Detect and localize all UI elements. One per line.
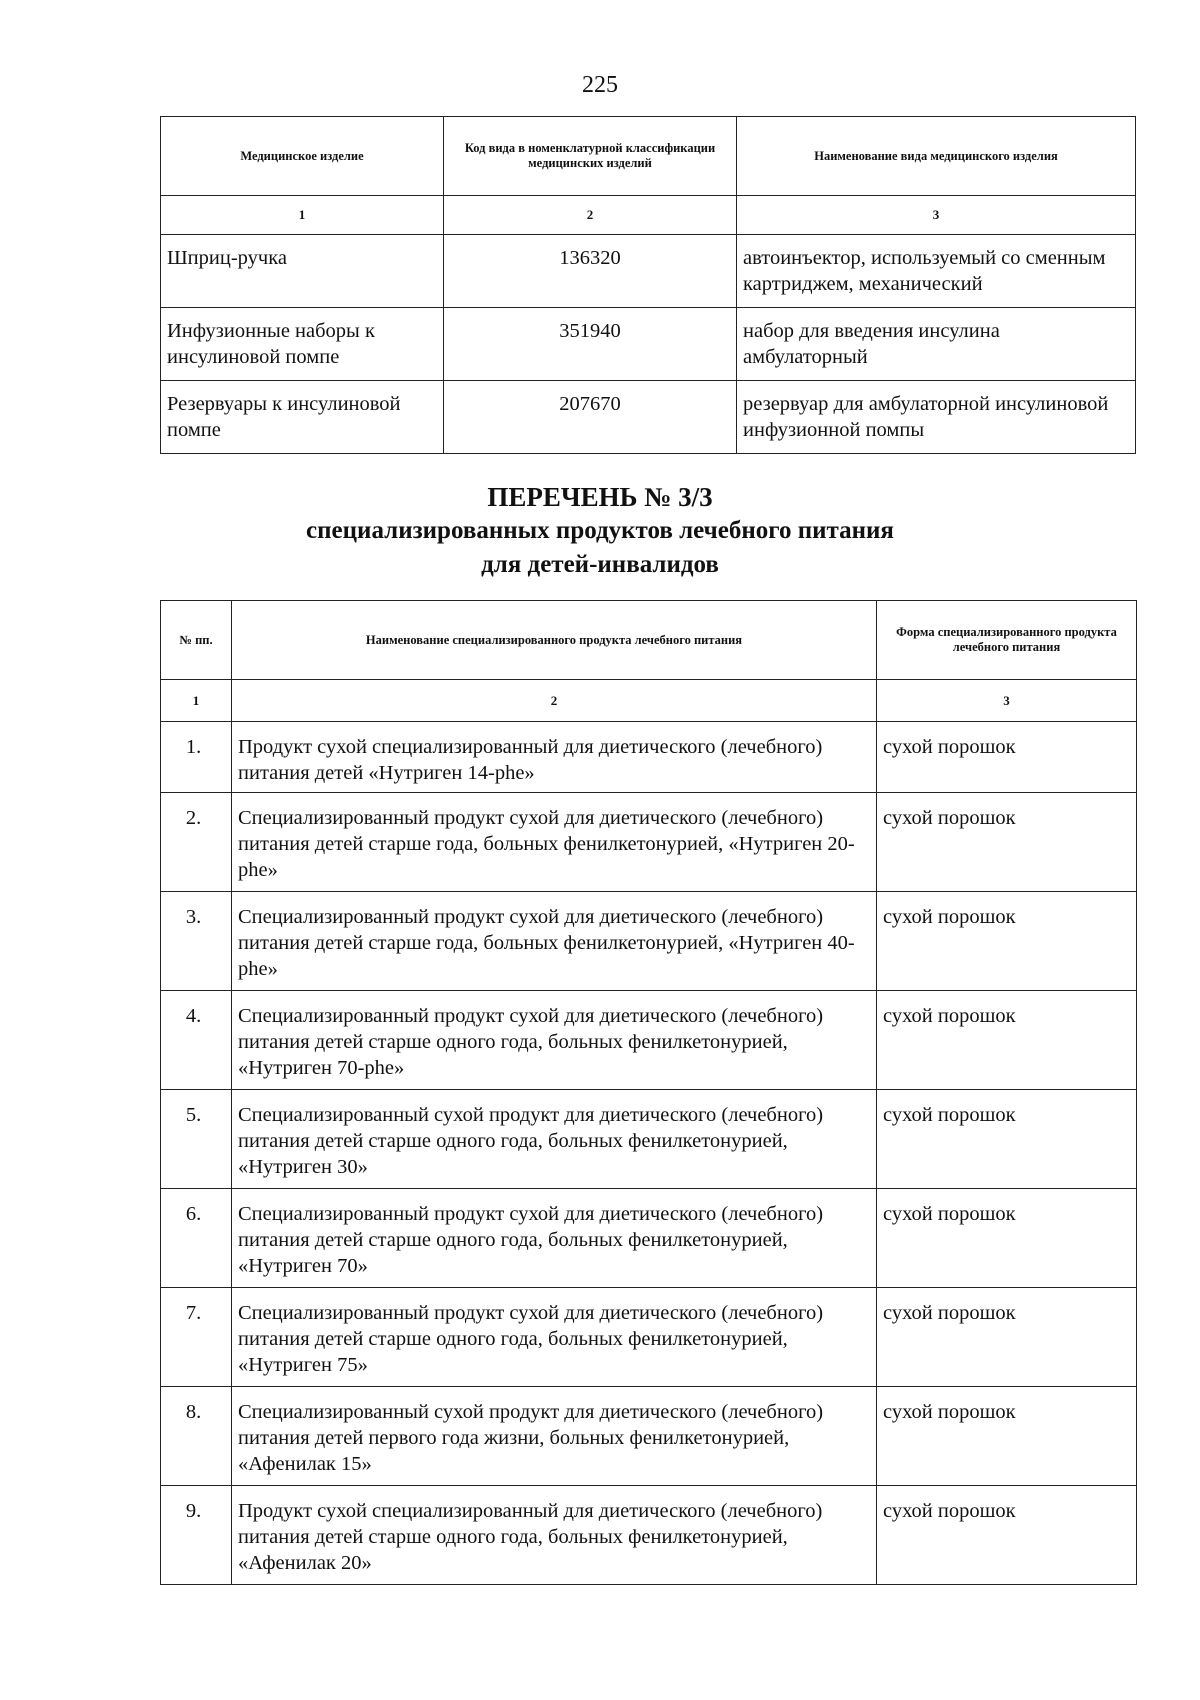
column-header: Форма специализированного продукта лечебного питания [877, 601, 1137, 680]
device-code: 351940 [444, 308, 737, 381]
table-row [161, 1189, 1137, 1288]
list-title-line-3: для детей-инвалидов [481, 551, 719, 578]
column-number: 3 [877, 680, 1137, 722]
products-table [160, 600, 1137, 1585]
column-header: Код вида в номенклатурной классификации медицинских изделий [444, 117, 737, 196]
column-number: 1 [161, 196, 444, 235]
row-number: 2. [161, 793, 232, 892]
product-name: Специализированный продукт сухой для диетического (лечебного) питания детей старше года, больных фенилкетонурией, «Нутриген 20-phe» [232, 793, 877, 892]
table-row [161, 308, 1136, 381]
table-row [161, 793, 1137, 892]
column-header: Наименование вида медицинского изделия [737, 117, 1136, 196]
row-number: 7. [161, 1288, 232, 1387]
column-number: 1 [161, 680, 232, 722]
row-number: 8. [161, 1387, 232, 1486]
table-row [161, 1387, 1137, 1486]
row-number: 9. [161, 1486, 232, 1585]
product-form: сухой порошок [877, 722, 1137, 793]
table-row [161, 892, 1137, 991]
device-code: 136320 [444, 235, 737, 308]
column-number-row [161, 680, 1137, 722]
product-name: Продукт сухой специализированный для диетического (лечебного) питания детей «Нутриген 14-phe» [232, 722, 877, 793]
device-type-name: резервуар для амбулаторной инсулиновой инфузионной помпы [737, 381, 1136, 454]
table-row [161, 381, 1136, 454]
list-title [0, 480, 1200, 582]
column-header: Наименование специализированного продукта лечебного питания [232, 601, 877, 680]
column-number: 2 [232, 680, 877, 722]
product-form: сухой порошок [877, 1387, 1137, 1486]
column-number-row [161, 196, 1136, 235]
row-number: 6. [161, 1189, 232, 1288]
product-name: Специализированный продукт сухой для диетического (лечебного) питания детей старше одного года, больных фенилкетонурией, «Нутриген 75» [232, 1288, 877, 1387]
table-row [161, 1090, 1137, 1189]
column-number: 3 [737, 196, 1136, 235]
product-form: сухой порошок [877, 1090, 1137, 1189]
column-header: № пп. [161, 601, 232, 680]
product-name: Специализированный продукт сухой для диетического (лечебного) питания детей старше одного года, больных фенилкетонурией, «Нутриген 70» [232, 1189, 877, 1288]
product-name: Специализированный продукт сухой для диетического (лечебного) питания детей старше одного года, больных фенилкетонурией, «Нутриген 70-phe» [232, 991, 877, 1090]
product-name: Специализированный сухой продукт для диетического (лечебного) питания детей первого года жизни, больных фенилкетонурией, «Афенилак 15» [232, 1387, 877, 1486]
product-form: сухой порошок [877, 1288, 1137, 1387]
table-row [161, 991, 1137, 1090]
product-name: Специализированный продукт сухой для диетического (лечебного) питания детей старше года, больных фенилкетонурией, «Нутриген 40-phe» [232, 892, 877, 991]
page-number: 225 [582, 72, 618, 98]
device-item: Резервуары к инсулиновой помпе [161, 381, 444, 454]
product-form: сухой порошок [877, 793, 1137, 892]
device-code: 207670 [444, 381, 737, 454]
product-form: сухой порошок [877, 1189, 1137, 1288]
device-type-name: набор для введения инсулина амбулаторный [737, 308, 1136, 381]
table-row [161, 722, 1137, 793]
product-form: сухой порошок [877, 1486, 1137, 1585]
row-number: 4. [161, 991, 232, 1090]
medical-devices-table [160, 116, 1136, 454]
product-form: сухой порошок [877, 991, 1137, 1090]
column-header: Медицинское изделие [161, 117, 444, 196]
table-row [161, 235, 1136, 308]
product-name: Продукт сухой специализированный для диетического (лечебного) питания детей старше одного года, больных фенилкетонурией, «Афенилак 20» [232, 1486, 877, 1585]
list-title-line-2: специализированных продуктов лечебного питания [306, 517, 894, 544]
column-number: 2 [444, 196, 737, 235]
table-row [161, 1288, 1137, 1387]
list-title-line-1: ПЕРЕЧЕНЬ № 3/3 [487, 482, 713, 512]
table-header-row [161, 601, 1137, 680]
table-row [161, 1486, 1137, 1585]
row-number: 1. [161, 722, 232, 793]
table-header-row [161, 117, 1136, 196]
product-form: сухой порошок [877, 892, 1137, 991]
device-type-name: автоинъектор, используемый со сменным картриджем, механический [737, 235, 1136, 308]
product-name: Специализированный сухой продукт для диетического (лечебного) питания детей старше одного года, больных фенилкетонурией, «Нутриген 30» [232, 1090, 877, 1189]
row-number: 5. [161, 1090, 232, 1189]
device-item: Шприц-ручка [161, 235, 444, 308]
row-number: 3. [161, 892, 232, 991]
device-item: Инфузионные наборы к инсулиновой помпе [161, 308, 444, 381]
